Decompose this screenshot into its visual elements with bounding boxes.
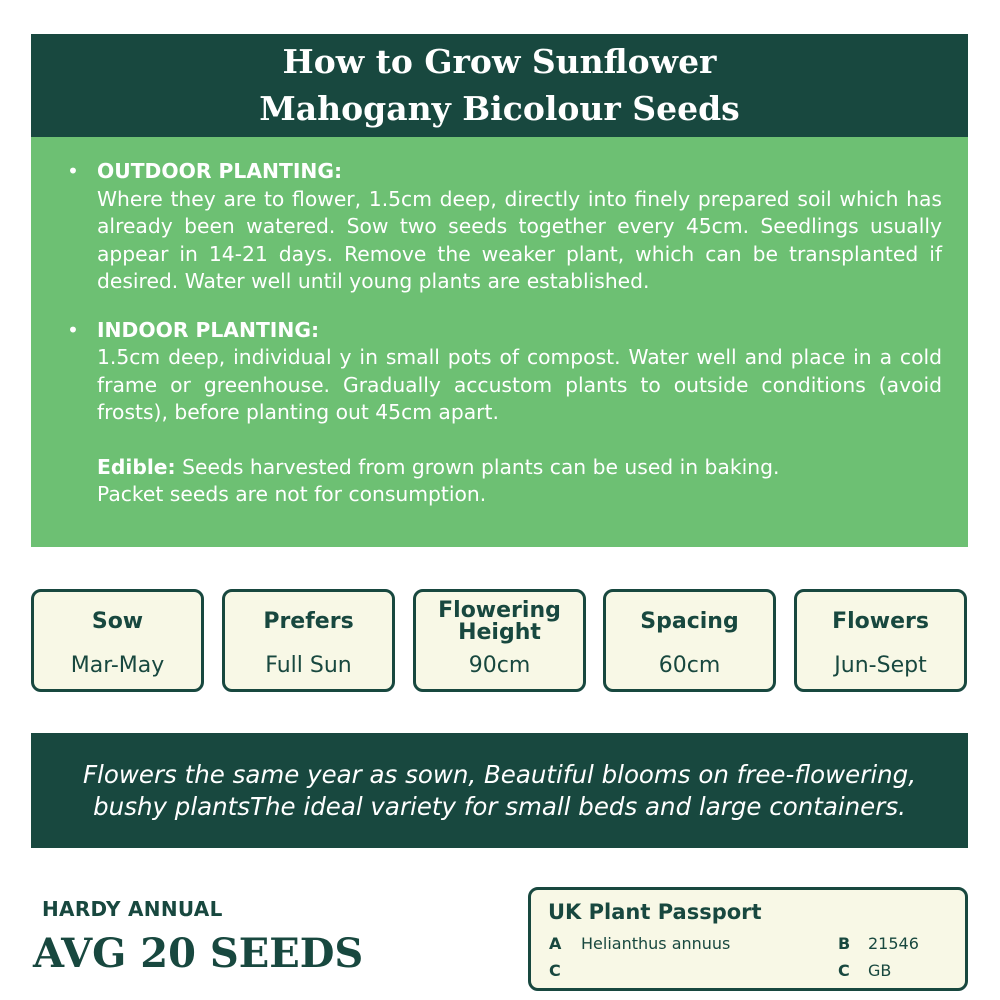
outdoor-planting-text: Where they are to flower, 1.5cm deep, directly into finely prepared soil which has already been watered. Sow two seeds together every 45cm. Seedlings usually appear in 14-21 days. Remove the weaker plant, which can be transplanted if desired. Water well until young plants are established.	[97, 186, 942, 293]
passport-a-key: A	[549, 934, 562, 953]
tagline-line-2: bushy plantsThe ideal variety for small beds and large containers.	[93, 792, 906, 821]
outdoor-planting-heading: OUTDOOR PLANTING:	[97, 159, 343, 183]
edible-text-line-2: Packet seeds are not for consumption.	[97, 482, 487, 506]
fact-card-sow	[31, 589, 204, 692]
fact-value: 60cm	[658, 653, 721, 678]
fact-value: Jun-Sept	[834, 653, 927, 678]
fact-value: Mar-May	[70, 653, 165, 678]
passport-c2-key: C	[838, 961, 850, 980]
fact-label-line-2: Height	[458, 620, 541, 645]
fact-label: Spacing	[640, 609, 739, 634]
fact-card-flowering-height	[413, 589, 586, 692]
fact-card-flowers	[794, 589, 967, 692]
fact-label: Flowers	[832, 609, 929, 634]
tagline-line-1: Flowers the same year as sown, Beautiful blooms on free-flowering,	[82, 760, 917, 789]
planting-instructions	[31, 137, 968, 547]
fact-label: Prefers	[263, 609, 354, 634]
fact-card-prefers	[222, 589, 395, 692]
indoor-planting-section	[67, 317, 942, 427]
edible-label: Edible:	[97, 454, 176, 479]
edible-text-line-1: Seeds harvested from grown plants can be used in baking.	[175, 454, 780, 479]
fact-label: Sow	[91, 609, 144, 634]
fact-label	[416, 600, 583, 644]
fact-label-line-1: Flowering	[438, 598, 561, 623]
fact-value: 90cm	[468, 653, 531, 678]
fact-value: Full Sun	[265, 653, 352, 678]
growing-facts	[31, 589, 968, 693]
tagline-banner	[31, 733, 968, 848]
passport-title: UK Plant Passport	[548, 900, 762, 924]
indoor-planting-heading: INDOOR PLANTING:	[97, 317, 320, 342]
plant-type-label: HARDY ANNUAL	[42, 897, 223, 921]
page-title	[31, 34, 968, 137]
passport-a-value: Helianthus annuus	[581, 934, 731, 953]
plant-passport	[528, 887, 968, 991]
indoor-planting-text: 1.5cm deep, individual y in small pots of compost. Water well and place in a cold frame or greenhouse. Gradually accustom plants to outside conditions (avoid frosts), before planting out 45cm apart.	[97, 345, 942, 424]
passport-c-key: C	[549, 961, 561, 980]
fact-card-spacing	[603, 589, 776, 692]
outdoor-planting-section	[67, 158, 942, 296]
passport-b-key: B	[838, 934, 851, 953]
title-line-1: How to Grow Sunflower	[282, 42, 717, 81]
passport-c2-value: GB	[868, 961, 892, 980]
edible-note	[67, 454, 942, 509]
bullet-icon: •	[67, 159, 79, 183]
seed-count: AVG 20 SEEDS	[33, 930, 364, 977]
passport-b-value: 21546	[868, 934, 919, 953]
bullet-icon: •	[67, 317, 79, 342]
title-line-2: Mahogany Bicolour Seeds	[259, 89, 740, 128]
